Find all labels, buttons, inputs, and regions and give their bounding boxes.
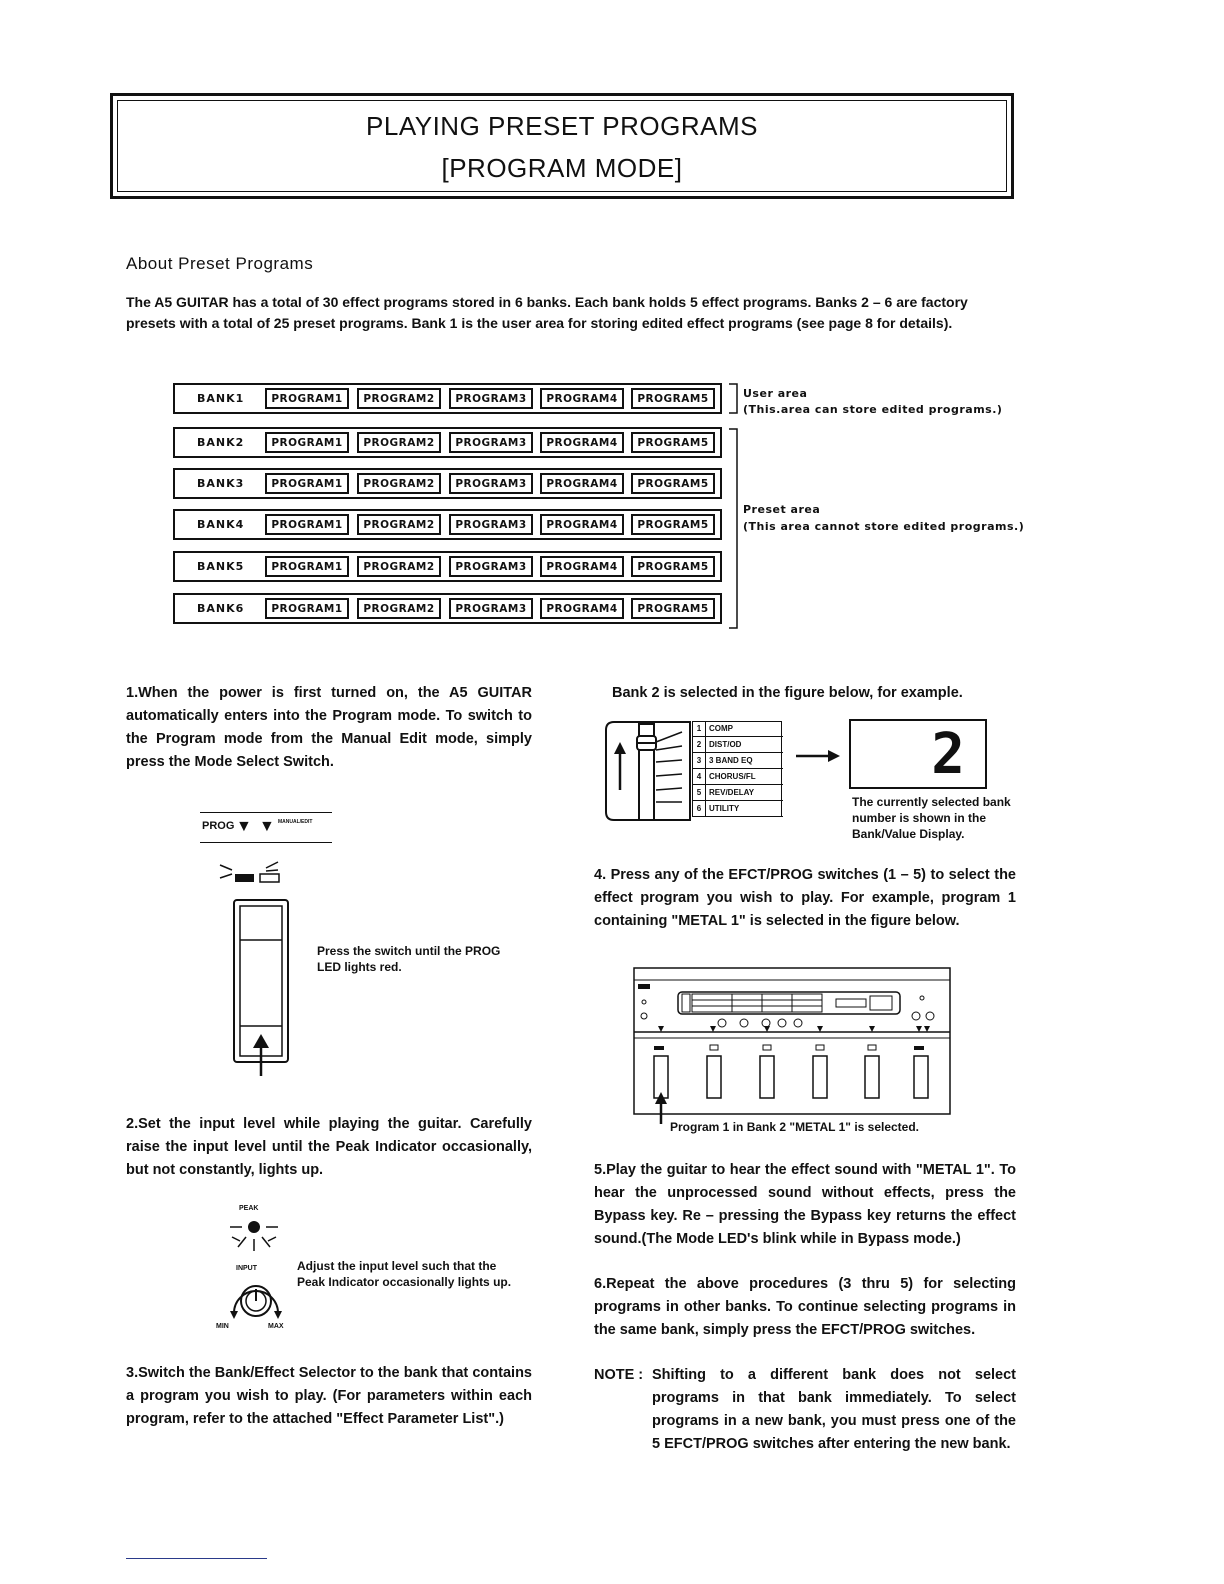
program-cell: PROGRAM5 [631,598,715,619]
note-label: NOTE : [594,1367,644,1383]
triangle-down-icon: ▼ [259,818,275,835]
bank-row [173,509,722,540]
step-6: 6.Repeat the above procedures (3 thru 5) for selecting programs in other banks. To continue selecting programs in the same bank, simply press the EFCT/PROG switches. [594,1276,1016,1338]
min-label: MIN [216,1323,229,1330]
program-cell: PROGRAM5 [631,473,715,494]
edit-led-icon [260,874,279,882]
program-cell: PROGRAM3 [449,388,533,409]
effect-number: 4 [693,769,706,784]
bank-row [173,427,722,458]
manual-edit-label: MANUAL/EDIT [278,819,313,825]
title-box [110,93,1014,199]
program-cell: PROGRAM2 [357,432,441,453]
mode-select-figure [200,812,334,842]
program-cell: PROGRAM2 [357,514,441,535]
preset-area-title: Preset area [743,503,821,516]
bank-label: BANK3 [197,477,245,490]
mode-switch-caption: Press the switch until the PROG LED lights red. [317,944,501,974]
program-cell: PROGRAM2 [357,598,441,619]
bank-row [173,468,722,499]
program-cell: PROGRAM3 [449,598,533,619]
preset-area-note: (This area cannot store edited programs.) [743,520,1025,533]
effect-item [693,721,783,737]
bank-label: BANK2 [197,436,245,449]
a5-unit-figure [632,966,954,1126]
peak-caption: Adjust the input level such that the Peak Indicator occasionally lights up. [297,1259,512,1289]
effect-item [693,737,783,753]
arrow-right-icon [794,748,842,764]
program-cell: PROGRAM5 [631,432,715,453]
program-cell: PROGRAM1 [265,388,349,409]
bank-row [173,383,722,414]
user-area-title: User area [743,387,808,400]
display-caption: The currently selected bank number is shown in the Bank/Value Display. [852,795,1011,841]
arrow-up-icon [614,742,626,754]
area-brackets [725,380,745,632]
program-cell: PROGRAM5 [631,514,715,535]
program-cell: PROGRAM3 [449,556,533,577]
effect-number: 5 [693,785,706,800]
step-3: 3.Switch the Bank/Effect Selector to the bank that contains a program you wish to play. (For parameters within each program, refer to the attached "Effect Parameter List".) [126,1365,532,1427]
program-cell: PROGRAM4 [540,473,624,494]
bank-label: BANK5 [197,560,245,573]
triangle-down-icon: ▼ [236,818,252,835]
program-cell: PROGRAM3 [449,432,533,453]
program-cell: PROGRAM5 [631,556,715,577]
step-5: 5.Play the guitar to hear the effect sound with "METAL 1". To hear the unprocessed sound without effects, press the Bypass key. Re – pressing the Bypass key returns the effect sound.(The Mode LED's blink while in Bypass mode.) [594,1162,1016,1247]
unit-caption: Program 1 in Bank 2 "METAL 1" is selected. [670,1120,920,1134]
note-text: Shifting to a different bank does not select programs in that bank immediately. To select programs in a new bank, you must press one of the 5 EFCT/PROG switches after entering the new bank. [652,1367,1016,1452]
effect-number: 6 [693,801,706,816]
step-2: 2.Set the input level while playing the guitar. Carefully raise the input level until the Peak Indicator occasionally, but not constantly, lights up. [126,1116,532,1178]
peak-label: PEAK [239,1205,259,1212]
effect-name: COMP [709,724,733,733]
bank-value-display [849,719,987,789]
program-cell: PROGRAM4 [540,388,624,409]
program-cell: PROGRAM4 [540,598,624,619]
effect-list [692,721,782,817]
effect-number: 1 [693,721,706,736]
program-cell: PROGRAM4 [540,514,624,535]
peak-indicator-icon [224,1215,284,1255]
page-title: PLAYING PRESET PROGRAMS [366,111,758,141]
program-cell: PROGRAM1 [265,473,349,494]
effect-number: 2 [693,737,706,752]
program-cell: PROGRAM2 [357,473,441,494]
step-4: 4. Press any of the EFCT/PROG switches (1 – 5) to select the effect program you wish to play. For example, program 1 containing "METAL 1" is selected in the figure below. [594,867,1016,929]
section-heading: About Preset Programs [126,254,314,273]
effect-name: CHORUS/FL [709,772,756,781]
bank-label: BANK6 [197,602,245,615]
arrow-up-icon [253,1034,269,1048]
bank-label: BANK1 [197,392,245,405]
mode-select-switch[interactable] [218,858,298,1078]
program-cell: PROGRAM2 [357,556,441,577]
bank-row [173,551,722,582]
effect-item [693,801,783,817]
program-cell: PROGRAM1 [265,432,349,453]
program-cell: PROGRAM3 [449,473,533,494]
bank-label: BANK4 [197,518,245,531]
input-label: INPUT [236,1265,257,1272]
effect-name: DIST/OD [709,740,742,749]
program-cell: PROGRAM2 [357,388,441,409]
prog-led-icon [235,874,254,882]
program-cell: PROGRAM1 [265,556,349,577]
user-area-note: (This.area can store edited programs.) [743,403,1003,416]
intro-paragraph: The A5 GUITAR has a total of 30 effect programs stored in 6 banks. Each bank holds 5 effect programs. Banks 2 – 6 are factory presets with a total of 25 preset programs. Bank 1 is the user area for storing edited effect programs (see page 8 for details). [126,294,968,331]
peak-input-figure [200,1205,300,1335]
program-cell: PROGRAM1 [265,598,349,619]
program-cell: PROGRAM1 [265,514,349,535]
effect-item [693,785,783,801]
effect-number: 3 [693,753,706,768]
display-value: 2 [931,722,965,787]
step-3-intro: Bank 2 is selected in the figure below, for example. [612,685,963,701]
program-cell: PROGRAM4 [540,432,624,453]
effect-item [693,753,783,769]
step-1: 1.When the power is first turned on, the A5 GUITAR automatically enters into the Program mode. To switch to the Program mode from the Manual Edit mode, simply press the Mode Select Switch. [126,685,532,770]
bank-row [173,593,722,624]
effect-name: 3 BAND EQ [709,756,753,765]
program-cell: PROGRAM3 [449,514,533,535]
effect-name: REV/DELAY [709,788,755,797]
effect-item [693,769,783,785]
program-cell: PROGRAM4 [540,556,624,577]
page-subtitle: [PROGRAM MODE] [441,153,683,183]
prog-label: PROG [202,820,235,832]
max-label: MAX [268,1323,284,1330]
program-cell: PROGRAM5 [631,388,715,409]
effect-name: UTILITY [709,804,740,813]
bank-effect-selector[interactable] [602,720,694,824]
footer-rule [126,1558,267,1559]
input-knob-icon[interactable] [224,1275,288,1325]
